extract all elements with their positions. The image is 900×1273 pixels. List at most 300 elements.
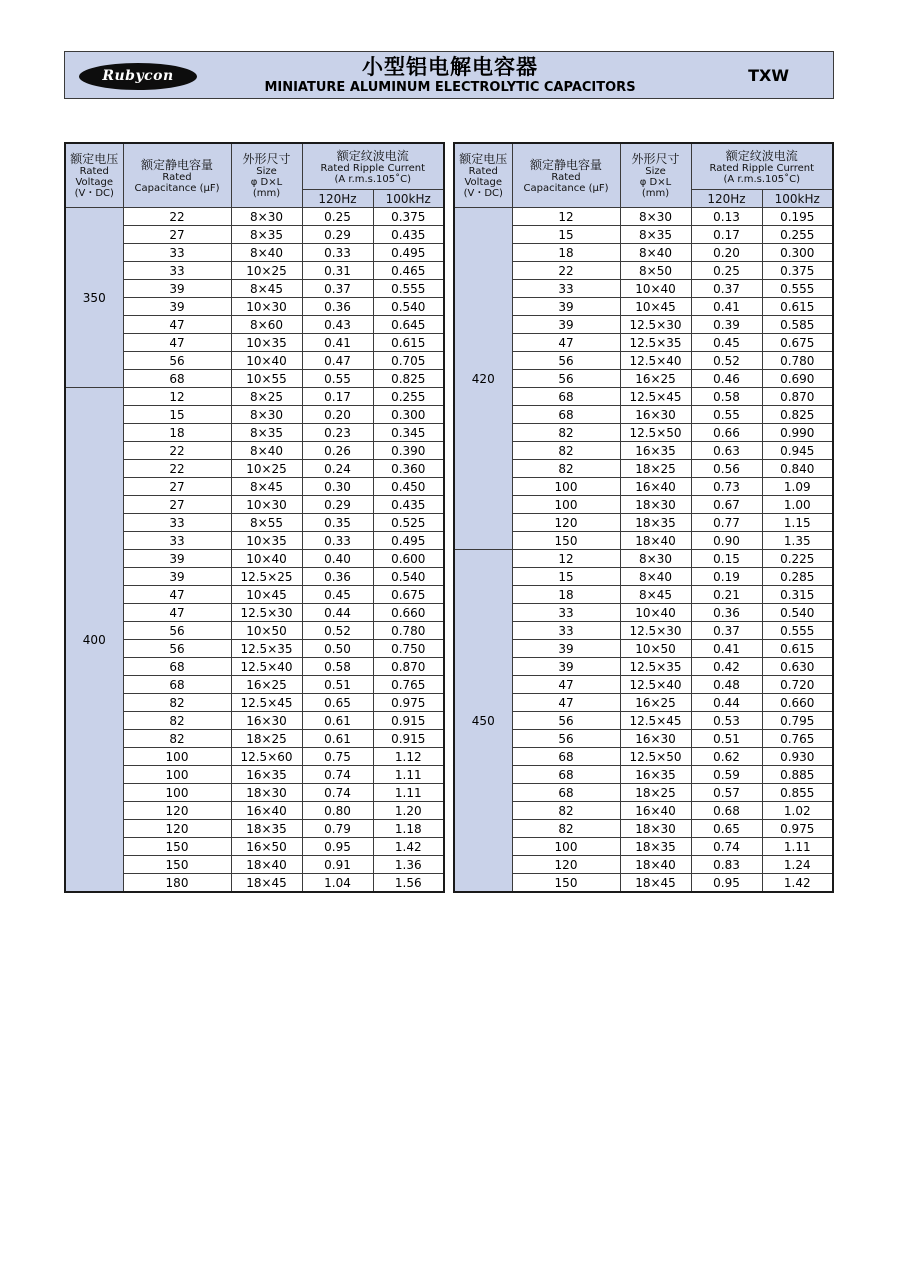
capacitance-cell: 47 <box>123 586 231 604</box>
capacitance-cell: 100 <box>512 496 620 514</box>
size-cell: 18×45 <box>620 874 691 893</box>
ripple-120hz-cell: 0.61 <box>302 730 373 748</box>
size-cell: 8×30 <box>620 550 691 568</box>
capacitance-cell: 39 <box>512 316 620 334</box>
capacitance-cell: 82 <box>512 802 620 820</box>
page-title-chinese: 小型铝电解电容器 <box>362 55 538 79</box>
ripple-100khz-cell: 0.975 <box>762 820 833 838</box>
table-row <box>65 388 444 406</box>
ripple-100khz-cell: 0.615 <box>373 334 444 352</box>
size-cell: 12.5×40 <box>620 352 691 370</box>
ripple-100khz-cell: 0.615 <box>762 640 833 658</box>
ripple-100khz-cell: 0.855 <box>762 784 833 802</box>
ripple-120hz-cell: 0.55 <box>302 370 373 388</box>
ripple-header: 额定纹波电流 Rated Ripple Current (A r.m.s.105˚C) <box>691 143 833 190</box>
voltage-header: 额定电压 Rated Voltage (V・DC) <box>65 143 123 208</box>
capacitance-cell: 56 <box>512 730 620 748</box>
capacitance-cell: 12 <box>512 208 620 226</box>
ripple-120hz-cell: 0.21 <box>691 586 762 604</box>
size-cell: 12.5×35 <box>620 658 691 676</box>
capacitance-cell: 100 <box>123 784 231 802</box>
ripple-120hz-cell: 0.15 <box>691 550 762 568</box>
ripple-120hz-cell: 0.33 <box>302 244 373 262</box>
capacitance-cell: 68 <box>512 784 620 802</box>
size-cell: 12.5×60 <box>231 748 302 766</box>
capacitance-cell: 120 <box>512 514 620 532</box>
capacitance-cell: 27 <box>123 478 231 496</box>
size-cell: 16×35 <box>620 766 691 784</box>
ripple-100khz-cell: 0.660 <box>762 694 833 712</box>
ripple-120hz-cell: 0.80 <box>302 802 373 820</box>
size-cell: 10×55 <box>231 370 302 388</box>
ripple-100khz-cell: 0.360 <box>373 460 444 478</box>
ripple-120hz-cell: 0.55 <box>691 406 762 424</box>
size-cell: 18×25 <box>620 784 691 802</box>
ripple-120hz-cell: 0.52 <box>302 622 373 640</box>
ripple-100khz-header: 100kHz <box>762 190 833 208</box>
capacitance-cell: 33 <box>512 604 620 622</box>
ripple-120hz-cell: 0.24 <box>302 460 373 478</box>
size-cell: 16×25 <box>620 694 691 712</box>
size-cell: 18×40 <box>231 856 302 874</box>
voltage-group-cell: 400 <box>65 388 123 893</box>
ripple-100khz-cell: 0.990 <box>762 424 833 442</box>
ripple-120hz-cell: 0.35 <box>302 514 373 532</box>
ripple-100khz-cell: 0.525 <box>373 514 444 532</box>
ripple-100khz-cell: 0.540 <box>373 298 444 316</box>
ripple-120hz-cell: 0.31 <box>302 262 373 280</box>
ripple-120hz-cell: 0.95 <box>302 838 373 856</box>
capacitance-cell: 82 <box>512 424 620 442</box>
capacitance-cell: 39 <box>512 298 620 316</box>
capacitance-cell: 39 <box>123 280 231 298</box>
capacitance-cell: 120 <box>123 820 231 838</box>
ripple-120hz-cell: 0.52 <box>691 352 762 370</box>
size-cell: 18×40 <box>620 856 691 874</box>
ripple-100khz-cell: 1.35 <box>762 532 833 550</box>
capacitance-cell: 100 <box>123 748 231 766</box>
size-cell: 12.5×50 <box>620 424 691 442</box>
capacitance-cell: 180 <box>123 874 231 893</box>
ripple-100khz-cell: 0.690 <box>762 370 833 388</box>
ripple-120hz-header: 120Hz <box>302 190 373 208</box>
ripple-100khz-cell: 1.18 <box>373 820 444 838</box>
size-cell: 12.5×35 <box>231 640 302 658</box>
capacitance-cell: 33 <box>123 244 231 262</box>
ripple-100khz-cell: 0.750 <box>373 640 444 658</box>
ripple-100khz-cell: 1.00 <box>762 496 833 514</box>
size-cell: 8×30 <box>231 208 302 226</box>
ripple-120hz-cell: 0.59 <box>691 766 762 784</box>
capacitance-cell: 56 <box>123 622 231 640</box>
capacitance-header: 额定静电容量 Rated Capacitance (μF) <box>123 143 231 208</box>
ripple-120hz-cell: 0.37 <box>302 280 373 298</box>
capacitance-cell: 150 <box>512 532 620 550</box>
ripple-120hz-cell: 1.04 <box>302 874 373 893</box>
ripple-120hz-cell: 0.33 <box>302 532 373 550</box>
size-cell: 12.5×35 <box>620 334 691 352</box>
ripple-100khz-cell: 0.780 <box>373 622 444 640</box>
capacitance-cell: 68 <box>123 676 231 694</box>
ripple-120hz-cell: 0.62 <box>691 748 762 766</box>
ripple-120hz-cell: 0.42 <box>691 658 762 676</box>
size-cell: 18×40 <box>620 532 691 550</box>
ripple-100khz-cell: 1.42 <box>762 874 833 893</box>
ripple-120hz-cell: 0.74 <box>302 766 373 784</box>
ripple-100khz-cell: 0.465 <box>373 262 444 280</box>
ripple-120hz-cell: 0.63 <box>691 442 762 460</box>
capacitance-cell: 12 <box>512 550 620 568</box>
ripple-120hz-cell: 0.66 <box>691 424 762 442</box>
capacitance-cell: 33 <box>123 262 231 280</box>
ripple-100khz-cell: 1.36 <box>373 856 444 874</box>
ripple-120hz-cell: 0.56 <box>691 460 762 478</box>
capacitance-cell: 68 <box>123 370 231 388</box>
ripple-120hz-cell: 0.75 <box>302 748 373 766</box>
ripple-100khz-cell: 0.345 <box>373 424 444 442</box>
size-cell: 16×25 <box>231 676 302 694</box>
ripple-100khz-cell: 0.645 <box>373 316 444 334</box>
ripple-120hz-cell: 0.44 <box>302 604 373 622</box>
capacitance-cell: 56 <box>123 352 231 370</box>
ripple-120hz-cell: 0.41 <box>691 640 762 658</box>
ripple-100khz-cell: 0.255 <box>762 226 833 244</box>
capacitance-cell: 82 <box>123 694 231 712</box>
capacitance-cell: 18 <box>123 424 231 442</box>
ripple-100khz-cell: 0.555 <box>762 622 833 640</box>
capacitance-cell: 15 <box>512 226 620 244</box>
ripple-100khz-cell: 0.375 <box>373 208 444 226</box>
ripple-120hz-cell: 0.45 <box>302 586 373 604</box>
ripple-100khz-cell: 0.870 <box>373 658 444 676</box>
capacitance-cell: 47 <box>123 334 231 352</box>
ripple-100khz-cell: 1.11 <box>373 766 444 784</box>
ripple-120hz-cell: 0.67 <box>691 496 762 514</box>
size-cell: 16×35 <box>231 766 302 784</box>
ripple-100khz-cell: 0.660 <box>373 604 444 622</box>
size-cell: 12.5×45 <box>620 712 691 730</box>
capacitance-cell: 22 <box>512 262 620 280</box>
ripple-120hz-cell: 0.73 <box>691 478 762 496</box>
ripple-100khz-cell: 1.42 <box>373 838 444 856</box>
size-cell: 18×30 <box>620 496 691 514</box>
ripple-120hz-cell: 0.53 <box>691 712 762 730</box>
ripple-120hz-cell: 0.36 <box>691 604 762 622</box>
ripple-100khz-cell: 1.24 <box>762 856 833 874</box>
ripple-120hz-cell: 0.41 <box>302 334 373 352</box>
size-cell: 16×30 <box>620 406 691 424</box>
ripple-100khz-cell: 0.495 <box>373 244 444 262</box>
size-cell: 10×40 <box>231 352 302 370</box>
capacitance-cell: 39 <box>123 298 231 316</box>
ripple-100khz-cell: 0.675 <box>762 334 833 352</box>
ripple-120hz-cell: 0.19 <box>691 568 762 586</box>
size-cell: 10×25 <box>231 262 302 280</box>
size-cell: 16×40 <box>620 802 691 820</box>
capacitance-cell: 39 <box>512 640 620 658</box>
capacitance-cell: 33 <box>123 532 231 550</box>
ripple-100khz-cell: 1.11 <box>762 838 833 856</box>
ripple-100khz-cell: 0.675 <box>373 586 444 604</box>
size-cell: 18×25 <box>620 460 691 478</box>
ripple-120hz-cell: 0.26 <box>302 442 373 460</box>
spec-table-left <box>64 142 445 893</box>
capacitance-cell: 15 <box>123 406 231 424</box>
ripple-100khz-cell: 0.945 <box>762 442 833 460</box>
capacitance-cell: 82 <box>512 460 620 478</box>
capacitance-cell: 68 <box>512 748 620 766</box>
capacitance-cell: 56 <box>512 352 620 370</box>
ripple-100khz-cell: 0.285 <box>762 568 833 586</box>
ripple-120hz-cell: 0.17 <box>302 388 373 406</box>
ripple-100khz-cell: 0.720 <box>762 676 833 694</box>
ripple-120hz-cell: 0.83 <box>691 856 762 874</box>
capacitance-cell: 82 <box>123 712 231 730</box>
ripple-100khz-cell: 0.300 <box>762 244 833 262</box>
ripple-100khz-cell: 0.765 <box>762 730 833 748</box>
capacitance-cell: 33 <box>123 514 231 532</box>
size-cell: 8×40 <box>620 244 691 262</box>
size-header: 外形尺寸 Size φ D×L (mm) <box>620 143 691 208</box>
capacitance-cell: 82 <box>512 442 620 460</box>
size-cell: 18×25 <box>231 730 302 748</box>
size-cell: 12.5×45 <box>620 388 691 406</box>
ripple-100khz-cell: 0.555 <box>762 280 833 298</box>
ripple-120hz-cell: 0.17 <box>691 226 762 244</box>
ripple-100khz-cell: 0.885 <box>762 766 833 784</box>
size-cell: 10×40 <box>620 280 691 298</box>
ripple-120hz-cell: 0.90 <box>691 532 762 550</box>
capacitance-cell: 22 <box>123 460 231 478</box>
page-header <box>64 51 834 99</box>
capacitance-cell: 150 <box>123 856 231 874</box>
ripple-120hz-cell: 0.13 <box>691 208 762 226</box>
ripple-120hz-cell: 0.61 <box>302 712 373 730</box>
ripple-100khz-cell: 0.975 <box>373 694 444 712</box>
capacitance-cell: 22 <box>123 442 231 460</box>
capacitance-cell: 68 <box>512 406 620 424</box>
ripple-120hz-cell: 0.43 <box>302 316 373 334</box>
ripple-100khz-cell: 0.825 <box>762 406 833 424</box>
table-row <box>454 208 833 226</box>
ripple-100khz-cell: 0.195 <box>762 208 833 226</box>
voltage-group-cell: 420 <box>454 208 512 550</box>
size-cell: 18×35 <box>231 820 302 838</box>
ripple-120hz-cell: 0.77 <box>691 514 762 532</box>
capacitance-cell: 82 <box>512 820 620 838</box>
page-title-english: MINIATURE ALUMINUM ELECTROLYTIC CAPACITORS <box>264 80 636 95</box>
ripple-120hz-cell: 0.29 <box>302 226 373 244</box>
ripple-header: 额定纹波电流 Rated Ripple Current (A r.m.s.105˚C) <box>302 143 444 190</box>
ripple-120hz-cell: 0.20 <box>691 244 762 262</box>
ripple-120hz-cell: 0.58 <box>302 658 373 676</box>
size-cell: 8×40 <box>231 244 302 262</box>
ripple-100khz-cell: 0.615 <box>762 298 833 316</box>
capacitance-cell: 56 <box>512 712 620 730</box>
capacitance-cell: 82 <box>123 730 231 748</box>
size-cell: 8×60 <box>231 316 302 334</box>
ripple-120hz-cell: 0.51 <box>302 676 373 694</box>
size-cell: 8×45 <box>231 478 302 496</box>
size-cell: 16×35 <box>620 442 691 460</box>
ripple-120hz-header: 120Hz <box>691 190 762 208</box>
ripple-120hz-cell: 0.46 <box>691 370 762 388</box>
capacitance-cell: 56 <box>123 640 231 658</box>
size-cell: 12.5×40 <box>231 658 302 676</box>
ripple-120hz-cell: 0.37 <box>691 622 762 640</box>
ripple-100khz-cell: 0.540 <box>762 604 833 622</box>
ripple-100khz-cell: 0.435 <box>373 226 444 244</box>
ripple-120hz-cell: 0.25 <box>691 262 762 280</box>
size-cell: 12.5×30 <box>620 316 691 334</box>
ripple-120hz-cell: 0.65 <box>302 694 373 712</box>
ripple-120hz-cell: 0.29 <box>302 496 373 514</box>
ripple-120hz-cell: 0.68 <box>691 802 762 820</box>
ripple-120hz-cell: 0.25 <box>302 208 373 226</box>
ripple-120hz-cell: 0.36 <box>302 298 373 316</box>
voltage-group-cell: 450 <box>454 550 512 893</box>
ripple-100khz-cell: 0.705 <box>373 352 444 370</box>
size-cell: 12.5×40 <box>620 676 691 694</box>
ripple-100khz-cell: 1.02 <box>762 802 833 820</box>
ripple-100khz-cell: 0.765 <box>373 676 444 694</box>
ripple-100khz-cell: 1.20 <box>373 802 444 820</box>
size-cell: 8×40 <box>620 568 691 586</box>
ripple-120hz-cell: 0.20 <box>302 406 373 424</box>
capacitance-cell: 33 <box>512 622 620 640</box>
capacitance-cell: 150 <box>123 838 231 856</box>
voltage-header: 额定电压 Rated Voltage (V・DC) <box>454 143 512 208</box>
size-cell: 10×50 <box>620 640 691 658</box>
ripple-120hz-cell: 0.57 <box>691 784 762 802</box>
size-cell: 16×25 <box>620 370 691 388</box>
size-cell: 10×30 <box>231 298 302 316</box>
ripple-100khz-cell: 0.795 <box>762 712 833 730</box>
ripple-120hz-cell: 0.91 <box>302 856 373 874</box>
ripple-100khz-cell: 0.435 <box>373 496 444 514</box>
size-cell: 8×35 <box>231 226 302 244</box>
ripple-120hz-cell: 0.58 <box>691 388 762 406</box>
ripple-100khz-cell: 0.825 <box>373 370 444 388</box>
capacitance-cell: 100 <box>123 766 231 784</box>
ripple-120hz-cell: 0.79 <box>302 820 373 838</box>
ripple-120hz-cell: 0.74 <box>691 838 762 856</box>
capacitance-header: 额定静电容量 Rated Capacitance (μF) <box>512 143 620 208</box>
ripple-100khz-cell: 0.780 <box>762 352 833 370</box>
ripple-120hz-cell: 0.50 <box>302 640 373 658</box>
capacitance-cell: 15 <box>512 568 620 586</box>
capacitance-cell: 18 <box>512 244 620 262</box>
ripple-120hz-cell: 0.51 <box>691 730 762 748</box>
capacitance-cell: 47 <box>512 676 620 694</box>
ripple-100khz-cell: 0.915 <box>373 730 444 748</box>
capacitance-cell: 47 <box>512 334 620 352</box>
ripple-100khz-cell: 1.09 <box>762 478 833 496</box>
table-row <box>454 550 833 568</box>
capacitance-cell: 100 <box>512 478 620 496</box>
ripple-100khz-cell: 0.300 <box>373 406 444 424</box>
ripple-120hz-cell: 0.36 <box>302 568 373 586</box>
ripple-100khz-cell: 0.315 <box>762 586 833 604</box>
size-cell: 12.5×30 <box>620 622 691 640</box>
ripple-120hz-cell: 0.39 <box>691 316 762 334</box>
size-cell: 8×40 <box>231 442 302 460</box>
capacitance-cell: 150 <box>512 874 620 893</box>
ripple-120hz-cell: 0.48 <box>691 676 762 694</box>
size-cell: 8×50 <box>620 262 691 280</box>
ripple-100khz-cell: 0.630 <box>762 658 833 676</box>
size-cell: 10×45 <box>231 586 302 604</box>
capacitance-cell: 47 <box>512 694 620 712</box>
size-cell: 12.5×50 <box>620 748 691 766</box>
ripple-100khz-cell: 0.255 <box>373 388 444 406</box>
ripple-120hz-cell: 0.47 <box>302 352 373 370</box>
capacitance-cell: 100 <box>512 838 620 856</box>
size-cell: 12.5×45 <box>231 694 302 712</box>
size-cell: 16×30 <box>620 730 691 748</box>
series-code: TXW <box>748 66 789 85</box>
capacitance-cell: 39 <box>123 550 231 568</box>
voltage-group-cell: 350 <box>65 208 123 388</box>
size-cell: 18×30 <box>620 820 691 838</box>
ripple-120hz-cell: 0.45 <box>691 334 762 352</box>
size-cell: 8×45 <box>620 586 691 604</box>
ripple-120hz-cell: 0.65 <box>691 820 762 838</box>
capacitance-cell: 33 <box>512 280 620 298</box>
ripple-120hz-cell: 0.41 <box>691 298 762 316</box>
ripple-120hz-cell: 0.23 <box>302 424 373 442</box>
size-cell: 10×25 <box>231 460 302 478</box>
capacitance-cell: 68 <box>123 658 231 676</box>
capacitance-cell: 12 <box>123 388 231 406</box>
ripple-100khz-cell: 1.56 <box>373 874 444 893</box>
capacitance-cell: 68 <box>512 388 620 406</box>
ripple-100khz-cell: 0.840 <box>762 460 833 478</box>
capacitance-cell: 27 <box>123 226 231 244</box>
ripple-100khz-cell: 0.600 <box>373 550 444 568</box>
size-cell: 8×25 <box>231 388 302 406</box>
size-cell: 10×50 <box>231 622 302 640</box>
rubycon-logo: Rubycon <box>79 63 197 90</box>
size-cell: 8×35 <box>231 424 302 442</box>
ripple-100khz-cell: 0.870 <box>762 388 833 406</box>
size-cell: 18×45 <box>231 874 302 893</box>
ripple-100khz-cell: 0.540 <box>373 568 444 586</box>
ripple-120hz-cell: 0.40 <box>302 550 373 568</box>
size-cell: 10×45 <box>620 298 691 316</box>
ripple-100khz-cell: 0.375 <box>762 262 833 280</box>
ripple-120hz-cell: 0.30 <box>302 478 373 496</box>
capacitance-cell: 120 <box>123 802 231 820</box>
size-cell: 16×40 <box>231 802 302 820</box>
capacitance-cell: 47 <box>123 604 231 622</box>
table-row <box>65 208 444 226</box>
size-cell: 16×30 <box>231 712 302 730</box>
ripple-100khz-cell: 1.15 <box>762 514 833 532</box>
capacitance-cell: 56 <box>512 370 620 388</box>
capacitance-cell: 39 <box>512 658 620 676</box>
capacitance-cell: 47 <box>123 316 231 334</box>
size-cell: 12.5×25 <box>231 568 302 586</box>
ripple-100khz-cell: 1.11 <box>373 784 444 802</box>
size-cell: 10×35 <box>231 532 302 550</box>
ripple-100khz-cell: 0.585 <box>762 316 833 334</box>
ripple-100khz-cell: 0.555 <box>373 280 444 298</box>
ripple-120hz-cell: 0.74 <box>302 784 373 802</box>
size-cell: 8×30 <box>231 406 302 424</box>
ripple-100khz-cell: 0.450 <box>373 478 444 496</box>
ripple-100khz-header: 100kHz <box>373 190 444 208</box>
